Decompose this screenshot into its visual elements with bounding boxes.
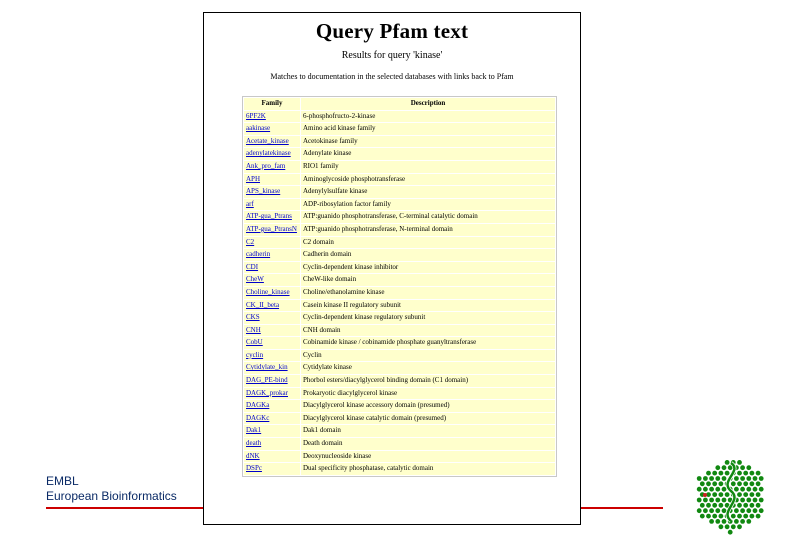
table-row [244,413,555,425]
family-cell [244,161,300,173]
embl-hexagon-logo-icon [691,451,771,539]
family-link[interactable]: CobU [246,338,263,347]
description-cell: RIO1 family [301,161,555,173]
family-link[interactable]: ATP-gua_Ptrans [246,212,292,221]
family-cell [244,350,300,362]
description-cell: Cyclin-dependent kinase inhibitor [301,262,555,274]
family-link[interactable]: Dak1 [246,426,262,435]
family-link[interactable]: C2 [246,237,255,246]
table-row [244,425,555,437]
family-cell [244,136,300,148]
org-name-line2: European Bioinformatics [46,489,177,503]
description-cell: Choline/ethanolamine kinase [301,287,555,299]
description-cell: Cobinamide kinase / cobinamide phosphate guanyltransferase [301,337,555,349]
family-link[interactable]: dNK [246,451,260,460]
table-row [244,186,555,198]
embl-branding [46,474,177,504]
family-cell [244,111,300,123]
description-cell: Phorbol esters/diacylglycerol binding domain (C1 domain) [301,375,555,387]
family-cell [244,337,300,349]
family-cell [244,300,300,312]
table-row [244,174,555,186]
description-cell: Diacylglycerol kinase catalytic domain (presumed) [301,413,555,425]
family-cell [244,375,300,387]
description-cell: Casein kinase II regulatory subunit [301,300,555,312]
table-row [244,463,555,475]
family-cell [244,123,300,135]
family-cell [244,237,300,249]
description-cell: Deoxynucleoside kinase [301,451,555,463]
family-link[interactable]: CheW [246,275,264,284]
family-link[interactable]: Ank_pro_fam [246,161,286,170]
family-link[interactable]: arf [246,199,254,208]
table-row [244,274,555,286]
page-subtitle: Results for query 'kinase' [341,50,443,61]
family-cell [244,262,300,274]
family-cell [244,287,300,299]
table-row [244,211,555,223]
family-cell [244,388,300,400]
description-cell: C2 domain [301,237,555,249]
family-link[interactable]: CKS [246,313,260,322]
family-cell [244,362,300,374]
family-link[interactable]: CK_II_beta [246,300,280,309]
table-row [244,362,555,374]
table-row [244,438,555,450]
table-row [244,237,555,249]
description-cell: Adenylylsulfate kinase [301,186,555,198]
table-row [244,262,555,274]
footer-rule-right [581,507,663,509]
page-intro: Matches to documentation in the selected databases with links back to Pfam [270,72,514,81]
description-cell: Acetokinase family [301,136,555,148]
column-header-family: Family [244,98,300,110]
family-link[interactable]: 6PF2K [246,111,266,120]
table-row [244,400,555,412]
family-link[interactable]: death [246,439,262,448]
family-link[interactable]: aakinase [246,124,271,133]
family-link[interactable]: CNH [246,325,261,334]
results-table [242,96,557,477]
family-link[interactable]: CDI [246,262,259,271]
family-cell [244,463,300,475]
family-cell [244,274,300,286]
table-row [244,375,555,387]
table-row [244,111,555,123]
description-cell: Cadherin domain [301,249,555,261]
table-row [244,287,555,299]
family-link[interactable]: Cytidylate_kin [246,363,288,372]
family-cell [244,413,300,425]
table-row [244,325,555,337]
family-link[interactable]: DAGK_prokar [246,388,288,397]
family-cell [244,148,300,160]
table-header-row [244,98,555,110]
family-link[interactable]: DAGKc [246,413,270,422]
family-link[interactable]: DAGKa [246,401,270,410]
table-row [244,148,555,160]
results-body [244,111,555,475]
table-row [244,161,555,173]
family-link[interactable]: cadherin [246,250,271,259]
description-cell: Death domain [301,438,555,450]
org-name-line1: EMBL [46,474,79,488]
description-cell: ATP:guanido phosphotransferase, C-terminal catalytic domain [301,211,555,223]
family-cell [244,249,300,261]
description-cell: Prokaryotic diacylglycerol kinase [301,388,555,400]
column-header-description: Description [301,98,555,110]
family-cell [244,425,300,437]
family-link[interactable]: ATP-gua_PtransN [246,224,297,233]
table-row [244,136,555,148]
family-link[interactable]: adenylatekinase [246,149,291,158]
page-title: Query Pfam text [315,19,469,43]
description-cell: Diacylglycerol kinase accessory domain (presumed) [301,400,555,412]
family-link[interactable]: APS_kinase [246,187,281,196]
description-cell: Aminoglycoside phosphotransferase [301,174,555,186]
family-cell [244,199,300,211]
family-link[interactable]: Acetate_kinase [246,136,289,145]
family-link[interactable]: cyclin [246,350,264,359]
family-cell [244,211,300,223]
description-cell: 6-phosphofructo-2-kinase [301,111,555,123]
description-cell: Amino acid kinase family [301,123,555,135]
family-cell [244,186,300,198]
description-cell: Cyclin-dependent kinase regulatory subunit [301,312,555,324]
family-link[interactable]: Choline_kinase [246,287,290,296]
family-cell [244,438,300,450]
table-row [244,388,555,400]
family-link[interactable]: APH [246,174,261,183]
family-cell [244,224,300,236]
family-cell [244,451,300,463]
family-link[interactable]: DSPc [246,464,262,473]
table-row [244,337,555,349]
description-cell: ADP-ribosylation factor family [301,199,555,211]
footer-rule-left [46,507,203,509]
family-cell [244,400,300,412]
table-row [244,199,555,211]
pfam-results-page [203,12,581,525]
table-row [244,123,555,135]
description-cell: CNH domain [301,325,555,337]
family-cell [244,325,300,337]
family-cell [244,312,300,324]
table-row [244,312,555,324]
description-cell: Dak1 domain [301,425,555,437]
table-row [244,300,555,312]
family-cell [244,174,300,186]
description-cell: CheW-like domain [301,274,555,286]
description-cell: Cytidylate kinase [301,362,555,374]
description-cell: Dual specificity phosphatase, catalytic domain [301,463,555,475]
table-row [244,249,555,261]
family-link[interactable]: DAG_PE-bind [246,376,288,385]
description-cell: Adenylate kinase [301,148,555,160]
description-cell: ATP:guanido phosphotransferase, N-terminal domain [301,224,555,236]
table-row [244,224,555,236]
description-cell: Cyclin [301,350,555,362]
table-row [244,451,555,463]
table-row [244,350,555,362]
